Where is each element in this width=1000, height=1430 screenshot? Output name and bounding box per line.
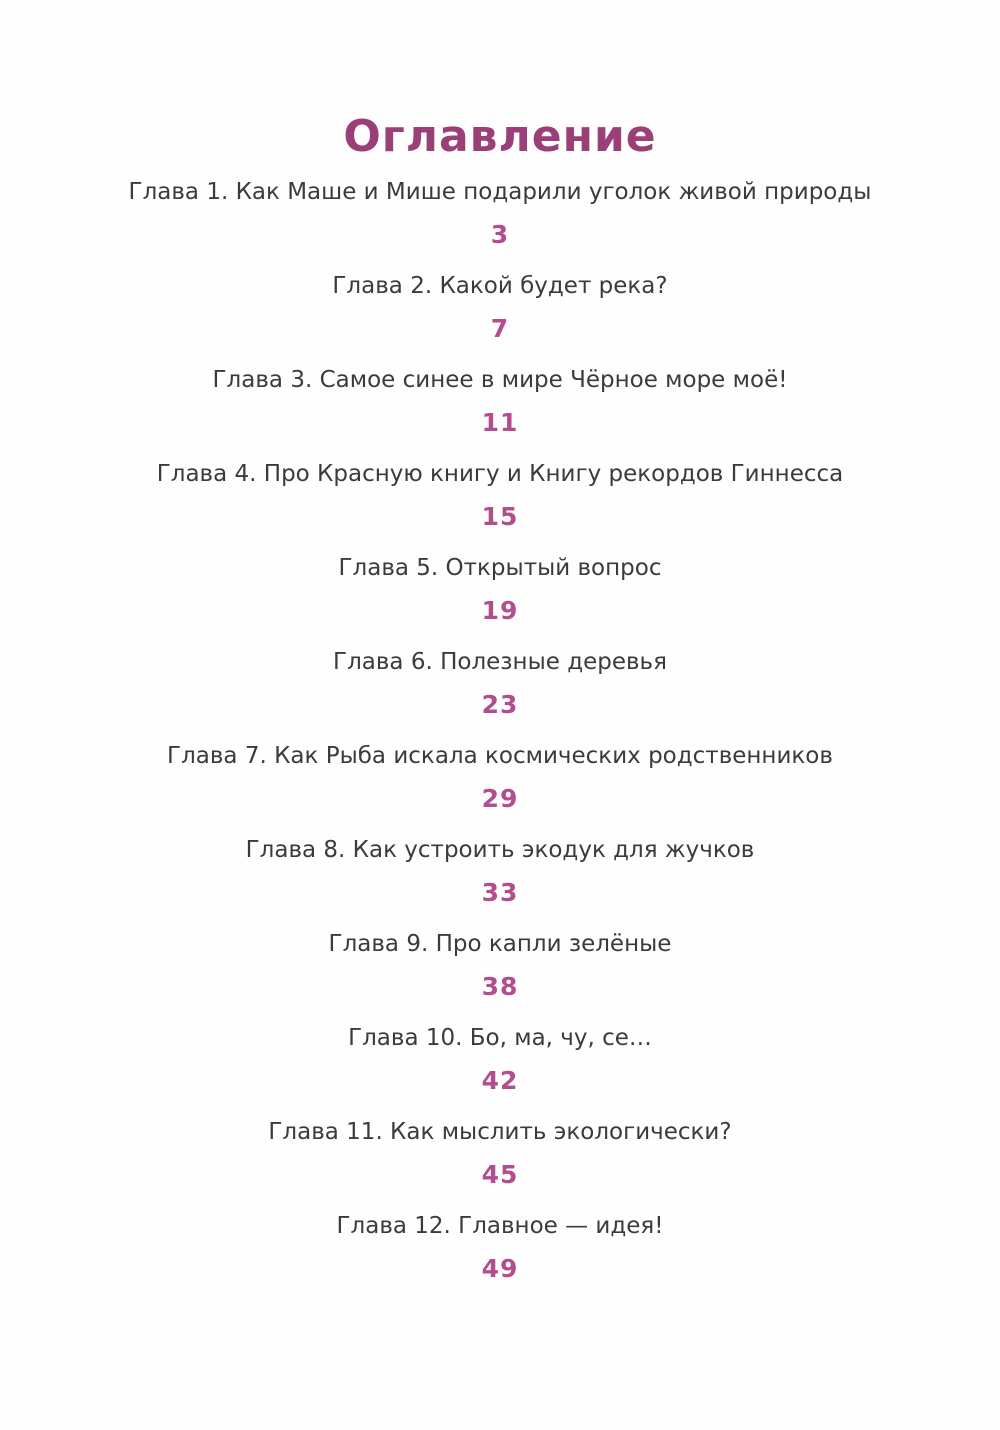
toc-entry <box>0 1202 1000 1296</box>
page-number: 19 <box>481 596 519 625</box>
page-number: 42 <box>481 1066 519 1095</box>
page-number: 23 <box>481 690 519 719</box>
page-number: 3 <box>490 220 510 249</box>
table-of-contents <box>0 168 1000 1296</box>
toc-entry <box>0 826 1000 920</box>
page-number: 15 <box>481 502 519 531</box>
chapter-title: Глава 7. Как Рыба искала космических родственников <box>167 743 833 769</box>
toc-entry <box>0 732 1000 826</box>
chapter-title: Глава 6. Полезные деревья <box>333 649 667 675</box>
chapter-title: Глава 10. Бо, ма, чу, се… <box>348 1025 652 1051</box>
toc-entry <box>0 920 1000 1014</box>
page-number: 45 <box>481 1160 519 1189</box>
toc-entry <box>0 450 1000 544</box>
toc-entry <box>0 638 1000 732</box>
page-number: 38 <box>481 972 519 1001</box>
page-title: Оглавление <box>343 111 657 163</box>
chapter-title: Глава 5. Открытый вопрос <box>338 555 662 581</box>
page-number: 11 <box>481 408 519 437</box>
toc-entry <box>0 356 1000 450</box>
page-number: 33 <box>481 878 519 907</box>
toc-entry <box>0 262 1000 356</box>
chapter-title: Глава 4. Про Красную книгу и Книгу рекордов Гиннесса <box>156 461 844 487</box>
chapter-title: Глава 3. Самое синее в мире Чёрное море моё! <box>212 367 788 393</box>
chapter-title: Глава 11. Как мыслить экологически? <box>268 1119 732 1145</box>
chapter-title: Глава 1. Как Маше и Мише подарили уголок живой природы <box>128 179 872 205</box>
page-number: 29 <box>481 784 519 813</box>
chapter-title: Глава 2. Какой будет река? <box>332 273 668 299</box>
toc-entry <box>0 544 1000 638</box>
toc-entry <box>0 168 1000 262</box>
page-number: 7 <box>490 314 510 343</box>
toc-entry <box>0 1108 1000 1202</box>
chapter-title: Глава 12. Главное — идея! <box>336 1213 664 1239</box>
page-number: 49 <box>481 1254 519 1283</box>
chapter-title: Глава 8. Как устроить экодук для жучков <box>245 837 755 863</box>
toc-entry <box>0 1014 1000 1108</box>
chapter-title: Глава 9. Про капли зелёные <box>328 931 672 957</box>
